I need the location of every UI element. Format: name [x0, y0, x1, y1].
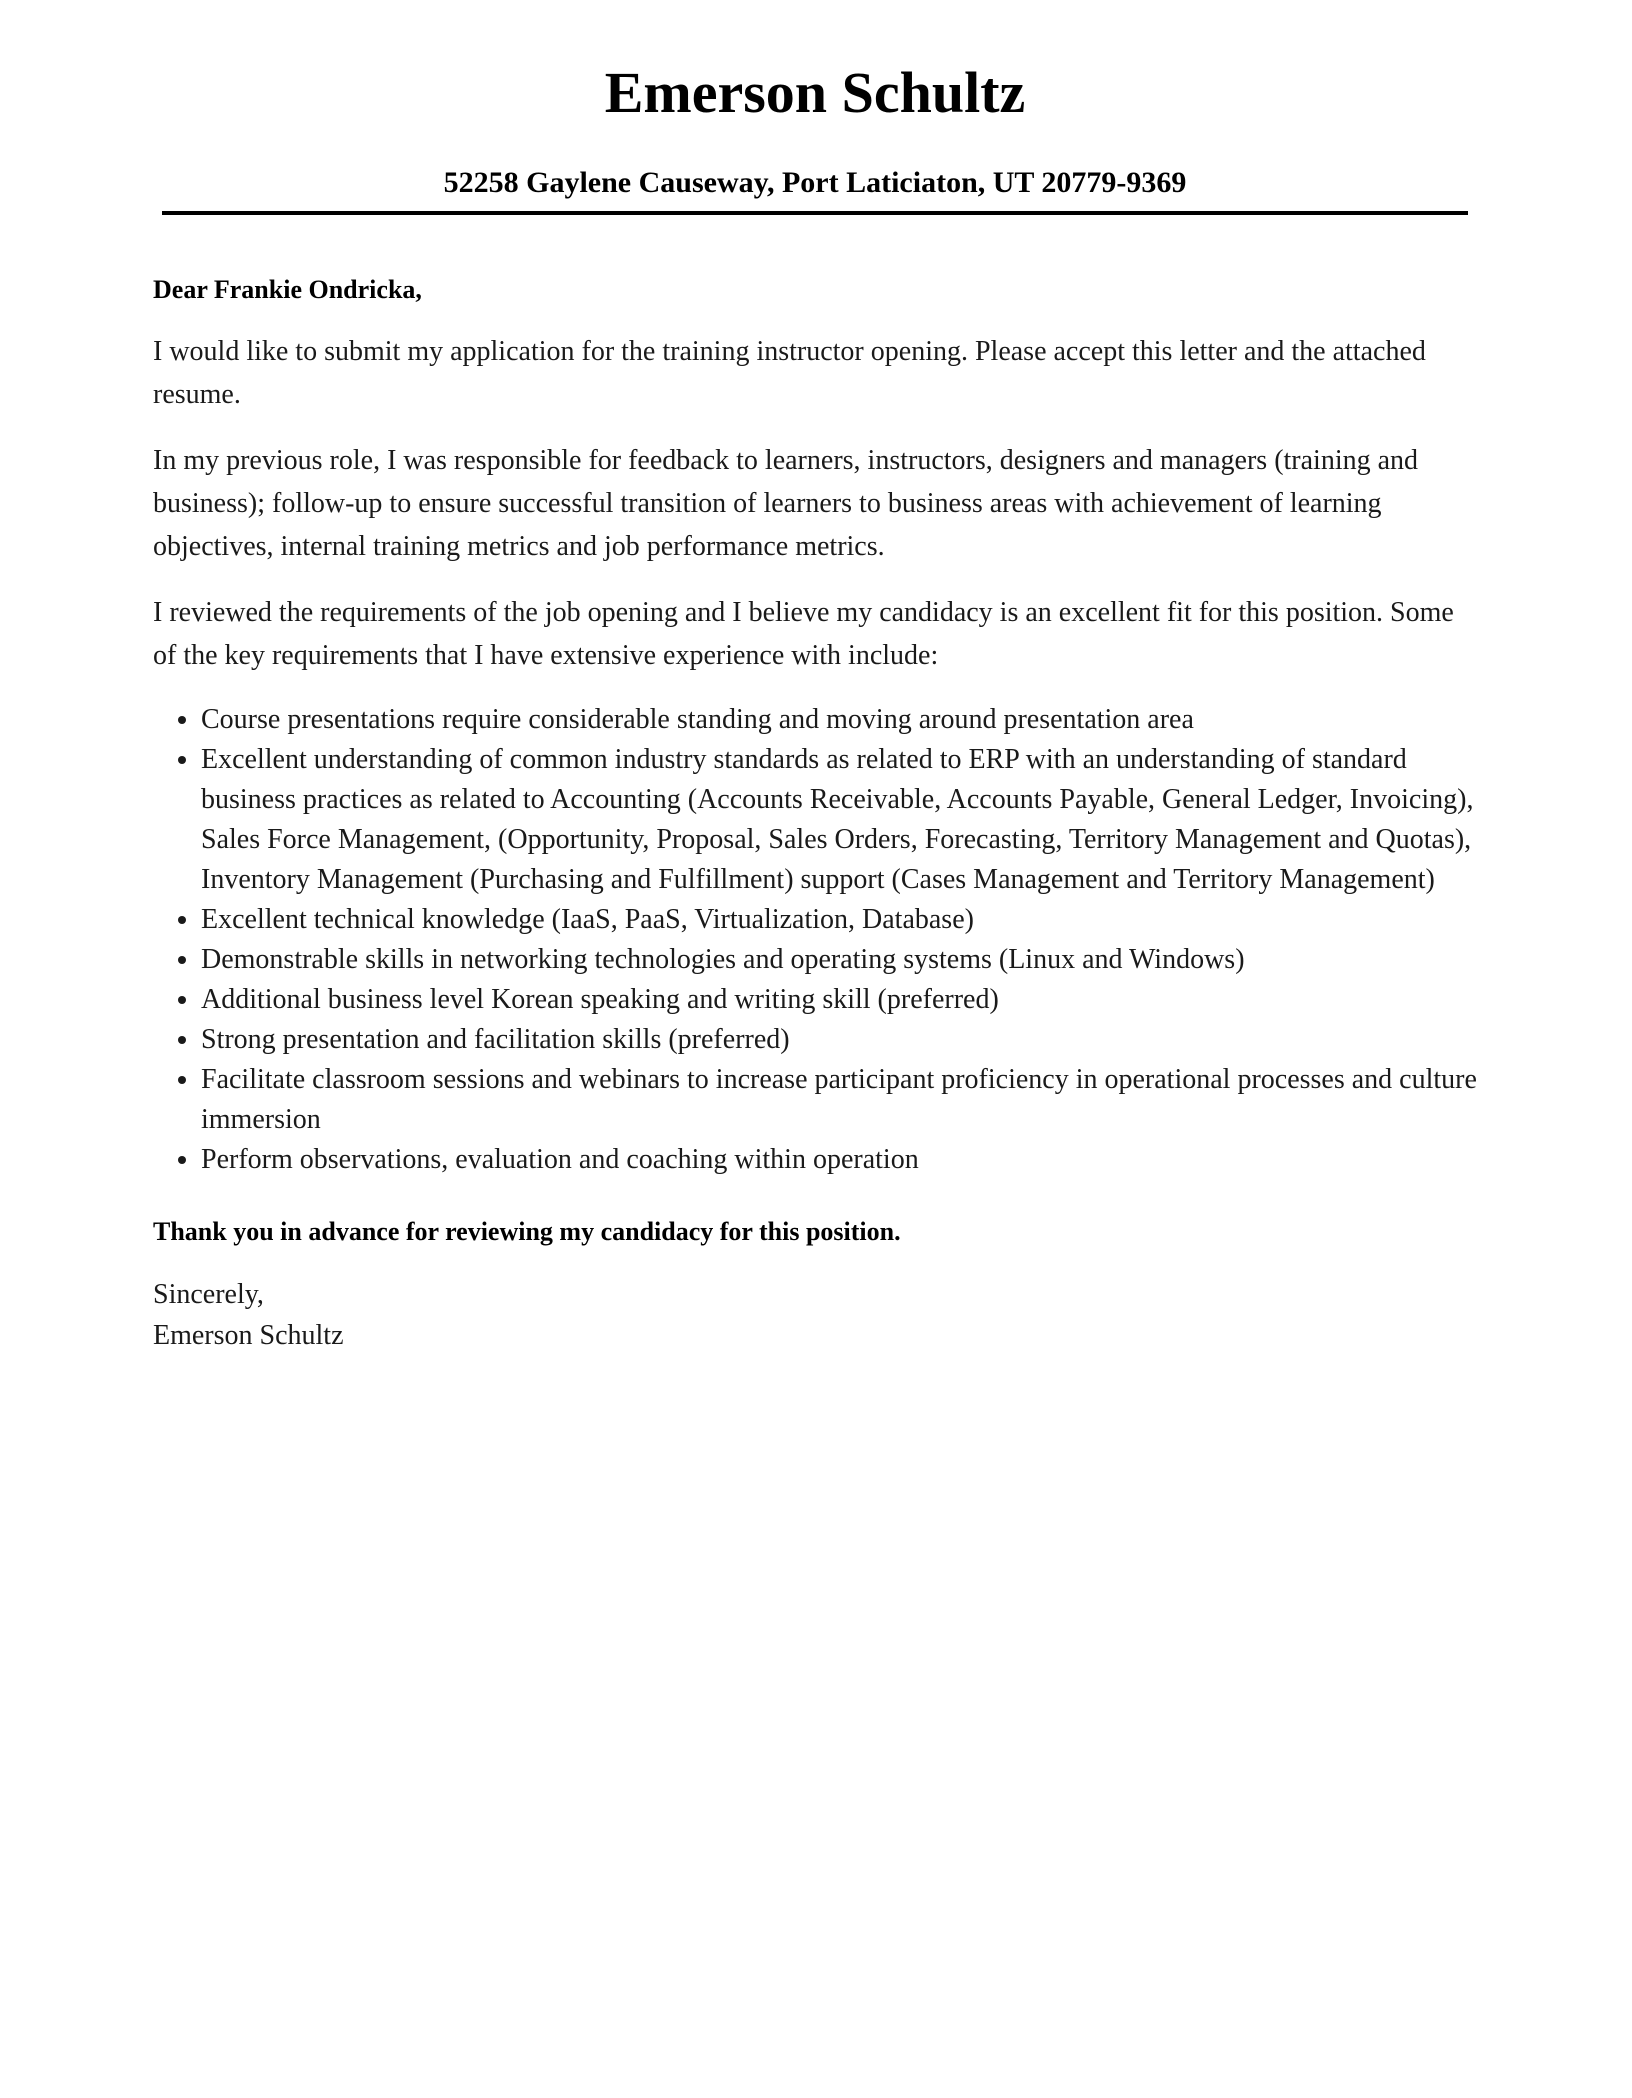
paragraph-requirements-intro: I reviewed the requirements of the job opening and I believe my candidacy is an excellent fit for this position. Some of the key requirements that I have extensive experience with include: — [153, 597, 1454, 671]
list-item-text: Course presentations require considerable standing and moving around presentation area — [201, 704, 1194, 735]
bullet-icon — [178, 1156, 186, 1164]
list-item-text: Excellent technical knowledge (IaaS, PaaS, Virtualization, Database) — [201, 904, 974, 935]
list-item — [153, 740, 1483, 900]
closing-statement: Thank you in advance for reviewing my candidacy for this position. — [153, 1217, 901, 1246]
list-item — [153, 980, 1483, 1020]
salutation: Dear Frankie Ondricka, — [153, 275, 422, 304]
bullet-icon — [178, 996, 186, 1004]
list-item — [153, 700, 1483, 740]
bullet-icon — [178, 1036, 186, 1044]
bullet-icon — [178, 716, 186, 724]
list-item — [153, 900, 1483, 940]
signoff: Sincerely, — [153, 1279, 264, 1310]
paragraph-intro: I would like to submit my application for the training instructor opening. Please accept this letter and the attached resume. — [153, 336, 1426, 410]
list-item-text: Excellent understanding of common industry standards as related to ERP with an understanding of standard business practices as related to Accounting (Accounts Receivable, Accounts Payable, General Ledger, Invoicing), Sales Force Management, (Opportunity, Proposal, Sales Orders, Forecasting, Territory Management and Quotas), Inventory Management (Purchasing and Fulfillment) support (Cases Management and Territory Management) — [201, 744, 1474, 895]
list-item-text: Demonstrable skills in networking technologies and operating systems (Linux and Windows) — [201, 944, 1245, 975]
list-item — [153, 1020, 1483, 1060]
bullet-icon — [178, 1076, 186, 1084]
list-item-text: Perform observations, evaluation and coaching within operation — [201, 1144, 919, 1175]
list-item — [153, 1140, 1483, 1180]
list-item-text: Additional business level Korean speaking and writing skill (preferred) — [201, 984, 999, 1015]
list-item — [153, 1060, 1483, 1140]
applicant-name: Emerson Schultz — [604, 60, 1026, 125]
list-item-text: Facilitate classroom sessions and webinars to increase participant proficiency in operational processes and culture immersion — [201, 1064, 1477, 1135]
header-divider — [162, 211, 1468, 215]
applicant-address: 52258 Gaylene Causeway, Port Laticiaton, UT 20779-9369 — [443, 166, 1187, 199]
list-item-text: Strong presentation and facilitation skills (preferred) — [201, 1024, 790, 1055]
signature: Emerson Schultz — [153, 1320, 344, 1351]
bullet-icon — [178, 956, 186, 964]
letter-header — [162, 58, 1468, 201]
requirements-list — [153, 700, 1483, 1180]
list-item — [153, 940, 1483, 980]
paragraph-previous-role: In my previous role, I was responsible for feedback to learners, instructors, designers and managers (training and business); follow-up to ensure successful transition of learners to business areas with achievement of learning objectives, internal training metrics and job performance metrics. — [153, 445, 1419, 562]
bullet-icon — [178, 916, 186, 924]
bullet-icon — [178, 756, 186, 764]
letter-body — [153, 272, 1483, 1356]
